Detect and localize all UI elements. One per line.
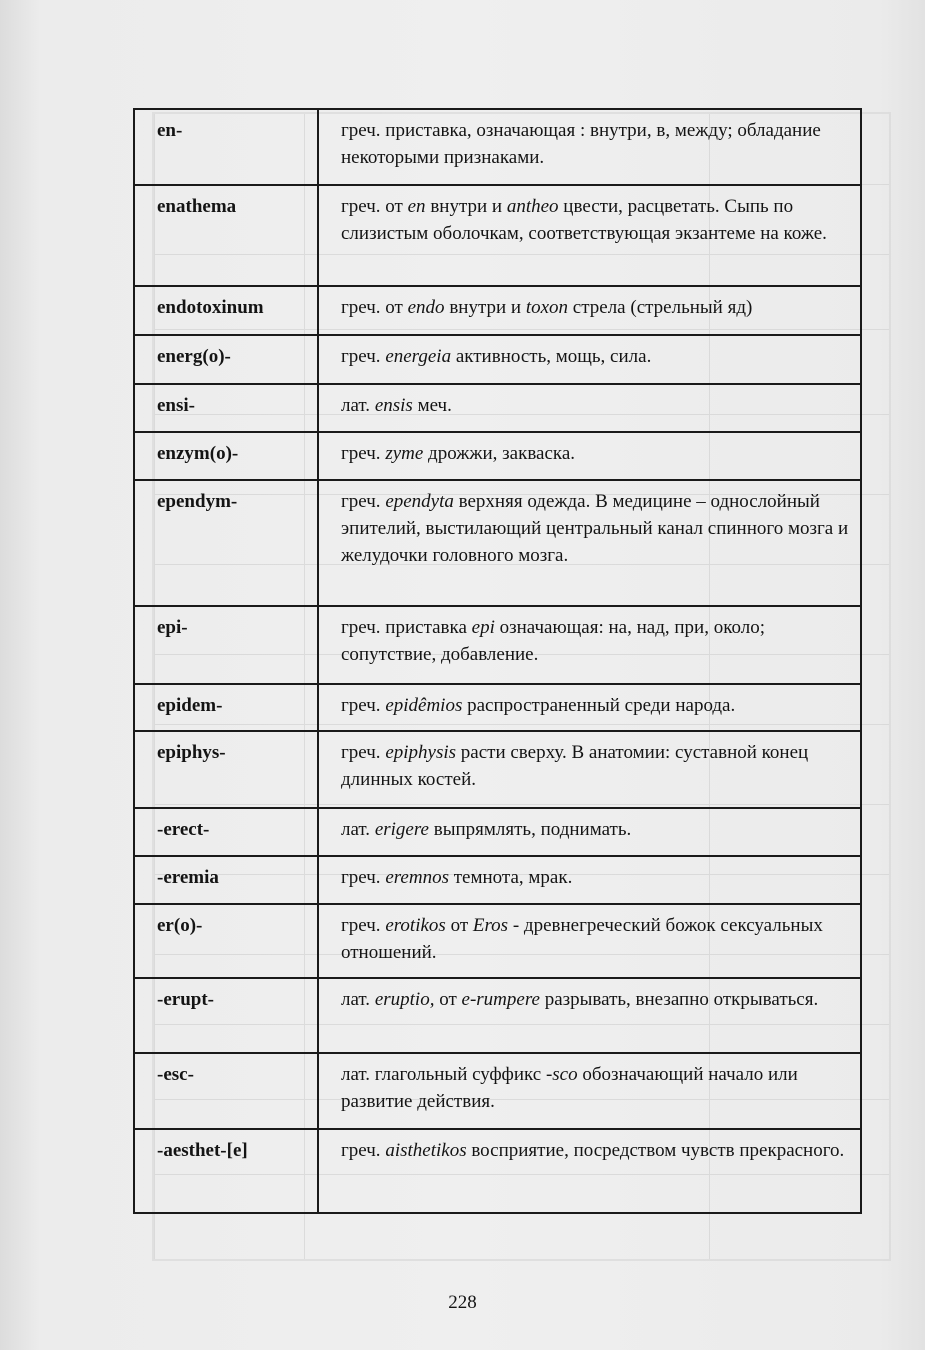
entry-definition [318, 432, 861, 480]
dictionary-row [134, 432, 861, 480]
dictionary-row [134, 384, 861, 432]
definition-text: лат. [341, 819, 375, 840]
definition-text: выпрямлять, поднимать. [428, 819, 632, 840]
entry-term: -aesthet-[e] [134, 1129, 318, 1213]
definition-text: лат. [341, 395, 375, 416]
definition-text: означающая: на, над, при, около; сопутствие, добавление. [341, 617, 765, 665]
definition-italic-text: eruptio, [374, 989, 435, 1010]
definition-text: греч. [341, 915, 386, 936]
entry-definition [318, 808, 861, 856]
dictionary-row [134, 606, 861, 684]
entry-term: epi- [134, 606, 318, 684]
entry-term: enzym(o)- [134, 432, 318, 480]
dictionary-row [134, 185, 861, 286]
definition-text: разрывать, внезапно открываться. [539, 989, 819, 1010]
definition-text: от [445, 915, 473, 936]
definition-italic-text: eremnos [385, 867, 449, 888]
definition-text: меч. [412, 395, 452, 416]
dictionary-row [134, 904, 861, 978]
entry-term: endotoxinum [134, 286, 318, 335]
entry-term: ependym- [134, 480, 318, 606]
entry-definition [318, 606, 861, 684]
entry-term: en- [134, 109, 318, 185]
entry-definition [318, 335, 861, 384]
dictionary-row [134, 856, 861, 904]
dictionary-row [134, 109, 861, 185]
page-number: 228 [448, 1292, 477, 1313]
definition-text: греч. [341, 491, 386, 512]
entry-definition [318, 904, 861, 978]
definition-text: верхняя одежда. В медицине – однослойный эпителий, выстилающий центральный канал спинного мозга и желудочки головного мозга. [341, 491, 849, 566]
definition-text: от [434, 989, 462, 1010]
definition-italic-text: erigere [374, 819, 429, 840]
definition-text: расти сверху. В анатомии: суставной конец длинных костей. [341, 742, 809, 790]
entry-definition [318, 978, 861, 1053]
entry-term: er(o)- [134, 904, 318, 978]
definition-text: греч. [341, 346, 386, 367]
definition-italic-text: ensis [374, 395, 413, 416]
entry-definition [318, 684, 861, 731]
definition-text: греч. [341, 695, 386, 716]
entry-definition [318, 856, 861, 904]
definition-text: лат. [341, 989, 375, 1010]
entry-definition [318, 731, 861, 808]
entry-term: epiphys- [134, 731, 318, 808]
dictionary-row [134, 480, 861, 606]
definition-italic-text: epiphysis [385, 742, 457, 763]
definition-text: дрожжи, закваска. [423, 443, 576, 464]
entry-term: enathema [134, 185, 318, 286]
definition-italic-text: aisthetikos [385, 1140, 467, 1161]
entry-definition [318, 286, 861, 335]
entry-definition [318, 384, 861, 432]
definition-text: греч. [341, 1140, 386, 1161]
dictionary-row [134, 808, 861, 856]
entry-definition [318, 1053, 861, 1129]
definition-text: внутри и [444, 297, 526, 318]
entry-definition [318, 1129, 861, 1213]
dictionary-row [134, 335, 861, 384]
definition-text: стрела (стрельный яд) [568, 297, 753, 318]
entry-term: energ(o)- [134, 335, 318, 384]
entry-term: -esc- [134, 1053, 318, 1129]
definition-italic-text: -sco [545, 1064, 578, 1085]
definition-italic-text: antheo [506, 196, 559, 217]
definition-text: - древнегреческий божок сексуальных отношений. [341, 915, 823, 963]
entry-term: -erect- [134, 808, 318, 856]
definition-italic-text: erotikos [385, 915, 446, 936]
definition-italic-text: en [407, 196, 426, 217]
entry-definition [318, 480, 861, 606]
dictionary-row [134, 731, 861, 808]
definition-italic-text: Eros [472, 915, 509, 936]
dictionary-row [134, 978, 861, 1053]
definition-text: восприятие, посредством чувств прекрасного. [466, 1140, 845, 1161]
definition-text: темнота, мрак. [448, 867, 573, 888]
definition-italic-text: zyme [385, 443, 424, 464]
definition-italic-text: endo [407, 297, 445, 318]
definition-text: греч. [341, 443, 386, 464]
definition-italic-text: ependyta [385, 491, 454, 512]
entry-definition [318, 185, 861, 286]
dictionary-row [134, 684, 861, 731]
entry-term: -erupt- [134, 978, 318, 1053]
dictionary-row [134, 1053, 861, 1129]
entry-term: ensi- [134, 384, 318, 432]
definition-text: греч. [341, 867, 386, 888]
definition-text: греч. приставка [341, 617, 472, 638]
definition-text: греч. от [341, 196, 408, 217]
definition-italic-text: epidêmios [385, 695, 463, 716]
definition-text: внутри и [425, 196, 507, 217]
definition-text: обозначающий начало или развитие действия. [341, 1064, 798, 1112]
dictionary-table [133, 108, 862, 1214]
definition-italic-text: epi [471, 617, 495, 638]
definition-text: греч. от [341, 297, 408, 318]
entry-term: epidem- [134, 684, 318, 731]
dictionary-row [134, 1129, 861, 1213]
dictionary-row [134, 286, 861, 335]
definition-italic-text: toxon [525, 297, 569, 318]
entry-definition [318, 109, 861, 185]
definition-text: распространенный среди народа. [462, 695, 736, 716]
definition-text: активность, мощь, сила. [451, 346, 652, 367]
definition-text: греч. [341, 742, 386, 763]
definition-italic-text: e-rumpere [461, 989, 540, 1010]
definition-text: греч. приставка, означающая : внутри, в, между; обладание некоторыми признаками. [341, 120, 821, 168]
definition-text: цвести, расцветать. Сыпь по слизистым оболочкам, соответствующая экзантеме на коже. [341, 196, 827, 244]
entry-term: -eremia [134, 856, 318, 904]
definition-text: лат. глагольный суффикс [341, 1064, 546, 1085]
definition-italic-text: energeia [385, 346, 452, 367]
